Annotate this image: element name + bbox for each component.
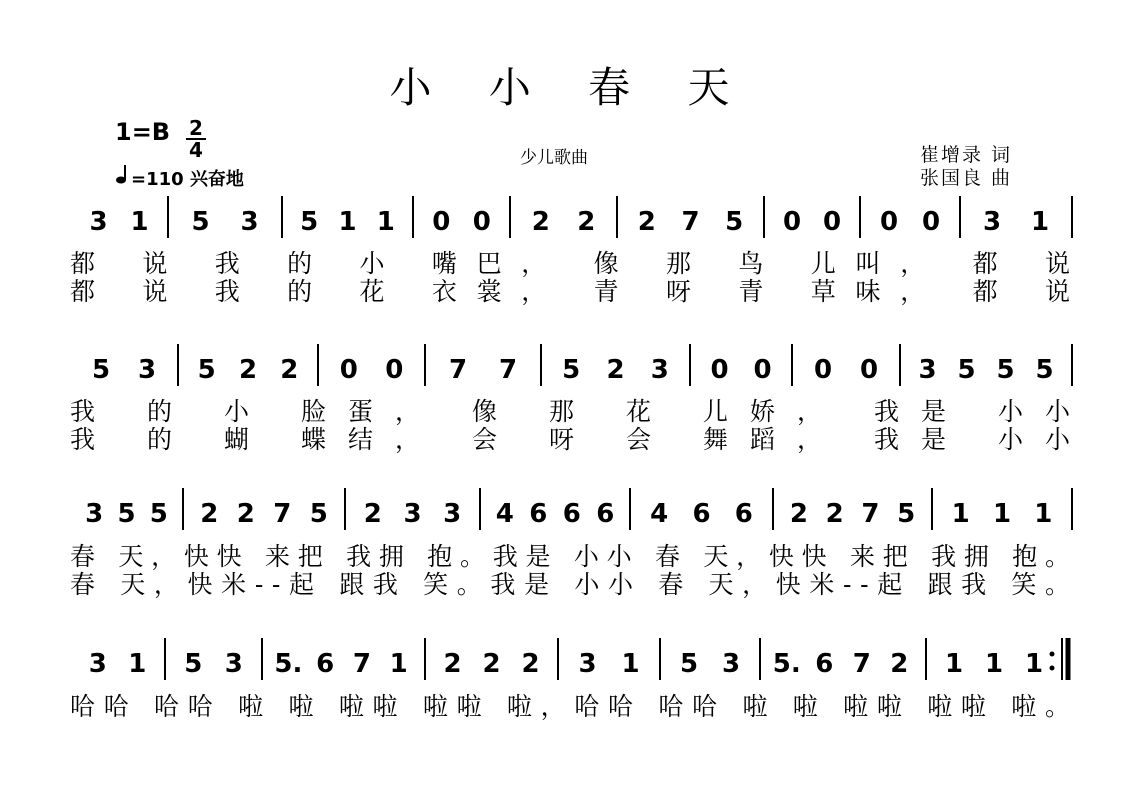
note-digit: 3	[89, 207, 108, 237]
note-digit: 4	[650, 499, 669, 529]
note-digit: 1	[376, 207, 395, 237]
note-digit: 0	[339, 355, 358, 385]
note-digit: 7	[861, 499, 880, 529]
note-digit: 3	[578, 649, 597, 679]
tempo-style: 兴奋地	[189, 169, 244, 190]
note-digit: 3	[403, 499, 422, 529]
note-digit: 1	[992, 499, 1012, 529]
lyric-line: 都 说 我 的 小 嘴巴， 像 那 鸟 儿叫， 都 说	[70, 249, 1070, 278]
note-digit: 3	[137, 355, 157, 385]
note-digit: 7	[352, 649, 371, 679]
note-digit: 5.	[772, 649, 801, 679]
note-digit: 7	[681, 207, 700, 237]
note-digit: 1	[944, 649, 964, 679]
note-digit: 5	[679, 649, 699, 679]
lyricist: 崔增录 词	[920, 144, 1013, 166]
note-digit: 7	[498, 355, 518, 385]
note-digit: 3	[88, 649, 107, 679]
note-digit: 2	[521, 649, 540, 679]
time-signature-top: 2	[186, 118, 206, 140]
note-digit: 5	[184, 649, 203, 679]
note-digit: 1	[1030, 207, 1050, 237]
note-digit: 3	[918, 355, 937, 385]
note-digit: 1	[389, 649, 408, 679]
lyric-line: 我 的 小 脸蛋， 像 那 花 儿娇， 我是 小小	[70, 397, 1070, 426]
note-digit: 6	[815, 649, 834, 679]
note-digit: 2	[531, 207, 550, 237]
lyric-line: 都 说 我 的 花 衣裳， 青 呀 青 草味， 都 说	[70, 277, 1070, 306]
note-digit: 1	[1024, 649, 1044, 679]
note-digit: 5	[191, 207, 210, 237]
note-digit: 0	[859, 355, 879, 385]
note-digit: 1	[951, 499, 970, 529]
note-digit: 3	[650, 355, 669, 385]
note-digit: 5	[117, 499, 136, 529]
note-digit: 5	[725, 207, 744, 237]
note-digit: 3	[85, 499, 104, 529]
note-digit: 0	[710, 355, 729, 385]
subtitle: 少儿歌曲	[520, 148, 588, 168]
note-digit: 6	[734, 499, 753, 529]
lyric-line: 我 的 蝴 蝶结， 会 呀 会 舞蹈， 我是 小小	[70, 425, 1070, 454]
note-digit: 0	[813, 355, 833, 385]
note-digit: 5	[300, 207, 319, 237]
note-digit: 1	[1034, 499, 1053, 529]
note-digit: 3	[721, 649, 741, 679]
note-digit: 2	[443, 649, 462, 679]
repeat-dot	[1050, 666, 1055, 671]
note-digit: 2	[238, 355, 258, 385]
note-digit: 2	[637, 207, 656, 237]
note-digit: 4	[495, 499, 514, 529]
note-digit: 5	[91, 355, 111, 385]
note-digit: 5	[1035, 355, 1054, 385]
note-digit: 5	[996, 355, 1015, 385]
note-digit: 2	[577, 207, 596, 237]
time-signature-bottom: 4	[189, 138, 203, 162]
note-digit: 2	[890, 649, 909, 679]
note-digit: 1	[130, 207, 149, 237]
note-digit: 0	[782, 207, 802, 237]
note-digit: 2	[482, 649, 501, 679]
repeat-dot	[1050, 652, 1055, 657]
tempo-bpm: =110	[131, 169, 184, 190]
note-digit: 0	[472, 207, 491, 237]
note-digit: 7	[273, 499, 292, 529]
page-title: 小 小 春 天	[389, 63, 752, 112]
note-digit: 2	[280, 355, 299, 385]
note-digit: 2	[200, 499, 219, 529]
note-digit: 3	[224, 649, 243, 679]
note-digit: 2	[825, 499, 844, 529]
note-digit: 6	[316, 649, 335, 679]
lyric-line: 哈哈 哈哈 啦 啦 啦啦 啦啦 啦，哈哈 哈哈 啦 啦 啦啦 啦啦 啦。	[70, 692, 1070, 721]
note-digit: 6	[596, 499, 615, 529]
note-digit: 7	[852, 649, 871, 679]
note-digit: 5	[562, 355, 581, 385]
note-digit: 0	[432, 207, 451, 237]
note-digit: 0	[921, 207, 941, 237]
note-digit: 5.	[274, 649, 303, 679]
note-digit: 3	[240, 207, 259, 237]
lyric-line: 春 天，快快 来把 我拥 抱。我是 小小 春 天，快快 来把 我拥 抱。	[70, 542, 1070, 571]
note-digit: 5	[309, 499, 328, 529]
note-digit: 1	[621, 649, 640, 679]
note-digit: 1	[984, 649, 1004, 679]
composer: 张国良 曲	[920, 167, 1013, 189]
note-digit: 5	[149, 499, 168, 529]
note-digit: 6	[692, 499, 711, 529]
note-digit: 6	[529, 499, 548, 529]
note-digit: 5	[957, 355, 976, 385]
lyric-line: 春 天，快米--起 跟我 笑。我是 小小 春 天，快米--起 跟我 笑。	[70, 570, 1070, 599]
note-digit: 1	[128, 649, 147, 679]
key-signature: 1=B	[115, 118, 171, 146]
note-digit: 0	[879, 207, 899, 237]
note-digit: 0	[753, 355, 772, 385]
note-digit: 2	[363, 499, 382, 529]
note-digit: 3	[982, 207, 1002, 237]
note-digit: 1	[338, 207, 357, 237]
note-digit: 5	[897, 499, 916, 529]
note-digit: 2	[789, 499, 808, 529]
note-digit: 5	[197, 355, 216, 385]
note-digit: 7	[448, 355, 468, 385]
note-digit: 6	[562, 499, 581, 529]
note-digit: 2	[236, 499, 255, 529]
note-digit: 2	[606, 355, 625, 385]
note-digit: 0	[822, 207, 842, 237]
note-digit: 3	[443, 499, 462, 529]
note-digit: 0	[385, 355, 404, 385]
